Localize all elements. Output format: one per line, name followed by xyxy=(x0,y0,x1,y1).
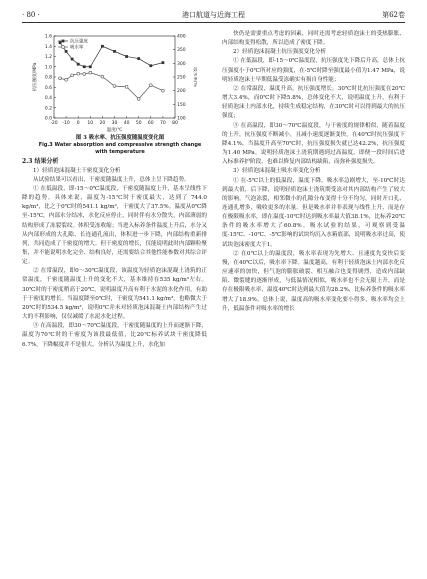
y-right-tick-label: 300 xyxy=(177,61,186,67)
data-point-circle xyxy=(125,85,128,88)
figure-caption-en-line2: with temperature xyxy=(95,149,145,156)
y-left-tick-label: 1.0 xyxy=(44,65,52,71)
section-heading: 2.3 结果分析 xyxy=(22,157,59,165)
data-point-circle xyxy=(101,75,104,78)
y-left-tick-label: 0.2 xyxy=(44,106,52,112)
paragraph: ① 在-5℃以上的低温段，温度下降，吸水率急剧增大，至-10℃时达到最大值，后下降，说明轻质泡沫土浇筑期受冻对其内部结构产生了较大的影响，气泡冻裂，相邻微小的孔隙分布变得十分不均匀，同时开口孔、连通孔增多，吸收更多的水量。但是吸水率并非表现与线性上升，而是存在极限吸水率，即在温度-10℃时达到吸水率最大值38.1%，比标养20℃条件的吸水率增大了60.8%。吸水试验的结果，可观察到受温度-15℃、-10℃、-5℃影响的试块均沉入水箱底部，说明吸水率过高，使试块泡沫密度大于1。 xyxy=(222,177,405,248)
data-point-circle xyxy=(83,73,86,76)
y-left-tick-label: 0.6 xyxy=(44,85,52,91)
paragraph: ② 在常温段，温度升高，抗压强度增长。30℃时比抗压强度在20℃增大3.4%，而0℃时下降5.8%，总体变化不大，说明温度上升，有利于轻质泡沫土内部水化，持续生成稳定结构，在30℃时可以得到最大的抗压强度； xyxy=(222,85,405,120)
data-point-square xyxy=(77,63,80,66)
paragraph-heading: 2）轻质泡沫混凝土抗压强度变化分析 xyxy=(233,49,327,56)
journal-name: 港口航道与近海工程 xyxy=(182,11,245,19)
y-left-tick-label: 1.6 xyxy=(44,34,52,40)
y-right-tick-label: 250 xyxy=(177,75,186,81)
y-left-tick-label: 0.8 xyxy=(44,75,52,81)
volume-number: 第62卷 xyxy=(382,11,405,19)
x-axis-label: 温度/℃ xyxy=(106,128,123,133)
data-point-circle xyxy=(149,84,152,87)
legend-label: 吸水率 xyxy=(70,45,84,51)
paragraph-heading: 1）轻质泡沫混凝土干密度变化分析 xyxy=(33,167,121,174)
data-point-square xyxy=(89,65,92,68)
data-point-circle xyxy=(137,97,140,100)
figure-3 xyxy=(22,30,207,133)
data-point-square xyxy=(83,65,86,68)
data-point-circle xyxy=(162,89,165,92)
x-tick-label: 0 xyxy=(76,121,80,126)
paragraph: ① 在低温段，即-15～0℃温度段，干密度随温度上升，基本呈线性下降的趋势。具体来说，温度为-15℃时干密度最大，达到了 744.0 kg/m³，比之于0℃时的541.1 kg/m³，干密度大了37.5%。温度从0℃降至-15℃，内部水分结冰，水化反应停止，同时伴有水分散失，内部薄弱的结构形成了冻裂裂纹。体积受冻收缩；当进入标养条件温度上升后，水分又从内部形成的大孔隙、长连通孔流出，体积进一步下降，内部结构重新排列，共同造成了干密度的增大。但干密度的增长，仅能说明此时内部颗粒聚集，并不能说明水化完全、结构良好，还需要结合其他性能参数对其综合评定。 xyxy=(22,185,207,266)
legend-marker xyxy=(62,40,65,43)
page-header xyxy=(22,8,405,23)
data-point-square xyxy=(149,64,152,67)
y-right-tick-label: 200 xyxy=(177,89,186,95)
x-tick-label: 80 xyxy=(172,121,178,126)
y-left-tick-label: 1.4 xyxy=(44,44,52,50)
data-point-square xyxy=(65,50,68,53)
x-tick-label: 10 xyxy=(87,121,94,126)
data-point-square xyxy=(162,61,165,64)
data-point-circle xyxy=(59,77,62,80)
paragraph: ③ 在高温段，即30～70℃温度段，干密度随温度的上升而逐渐下降，温度为70℃时的干密度为该段最低值，比20℃标养试块干密度降低6.7%。下降幅度并不是很大。分析认为温度上升，水化加 xyxy=(22,323,207,348)
paragraph: 快仍是需要重点考虑的因素，同时还需考虑轻质泡沫土的受热膨胀、内部结构变得松散，所以造成了密度下降。 xyxy=(222,31,405,47)
figure-caption-en-line1: Fig.3 Water absorption and compressive strength change xyxy=(38,142,202,149)
y-left-axis-label: 抗压强度/MPa xyxy=(33,62,38,92)
data-point-square xyxy=(101,45,104,48)
x-tick-label: 40 xyxy=(123,121,130,126)
y-left-tick-label: 0.4 xyxy=(44,96,52,101)
x-tick-label: 30 xyxy=(111,121,118,126)
x-tick-label: -20 xyxy=(50,121,58,126)
paragraph-heading: 3）轻质泡沫混凝土吸水率变化分析 xyxy=(233,168,321,175)
right-column xyxy=(222,30,405,314)
paragraph: ② 在常温段，即0～30℃温度段，该温度为轻质泡沫混凝土浇筑的正常温度，干密度随温度上升的变化不大，基本维持在535 kg/m³左右。30℃时的干密度稍高于20℃，说明温度升高有利于水泥的水化作用，有助于干密度的增长。当温度降至0℃时，干密度为541.1 kg/m³，也略微大于20℃时的534.5 kg/m³，说明0℃并未对轻质泡沫混凝土内部结构产生过大的不利影响，仅仅减缓了水泥水化过程。 xyxy=(22,268,207,321)
data-point-circle xyxy=(89,71,92,74)
line-chart xyxy=(32,30,197,133)
data-point-square xyxy=(71,58,74,61)
y-right-tick-label: 100 xyxy=(177,116,186,122)
x-tick-label: 20 xyxy=(99,121,106,126)
y-right-tick-label: 350 xyxy=(177,48,186,54)
data-point-circle xyxy=(71,74,74,77)
x-tick-label: 60 xyxy=(147,121,154,126)
series-line-1 xyxy=(60,73,163,99)
figure-caption-en xyxy=(22,142,207,149)
data-point-square xyxy=(113,50,116,53)
legend-label: 抗压强度 xyxy=(70,39,88,45)
data-point-square xyxy=(125,55,128,58)
data-point-square xyxy=(59,41,62,44)
y-right-tick-label: 150 xyxy=(177,102,186,108)
y-left-tick-label: 1.2 xyxy=(44,55,52,60)
x-tick-label: -10 xyxy=(62,121,70,126)
paragraph: ② 在0℃以上的温度段，吸水率表现为先增大、且速度先变快后变慢，在40℃以后，吸水率下降。温度越高，有利于轻质泡沫土内部水化反应速率的加快，但气泡的膨胀破裂、相互融合也变得剧烈，造成内部缺陷、微裂缝的逐渐形成，与低温情况相似，吸水率也不会无限上升，而是存在极限吸水率，温度40℃时达到最大值为28.2%，比标养条件的吸水率增大了18.9%。总体上说，温度高的吸水率变化要小得多，吸水率均会上升，低温条件对吸水率的增长 xyxy=(222,250,405,312)
y-right-tick-label: 400 xyxy=(177,34,186,40)
legend-marker xyxy=(62,46,65,49)
figure-caption-cn: 图 3 吸水率、抗压强度随温度变化图 xyxy=(75,135,165,141)
x-tick-label: 50 xyxy=(135,121,142,126)
paragraph: 从试验结果可以看出，干密度随温度上升，总体上呈下降趋势。 xyxy=(33,176,190,183)
data-point-circle xyxy=(65,78,68,81)
data-point-circle xyxy=(113,85,116,88)
page-number: · 80 · xyxy=(22,11,40,19)
data-point-circle xyxy=(77,72,80,75)
paragraph: ① 在低温段，即-15～0℃温度段，抗压强度先下降后升高，总体上抗压强度小于0℃所对应的强度，在-5℃时降至强度最小值为1.47 MPa，说明轻质泡沫土早期低温受冻确实有损自身性能； xyxy=(222,58,405,83)
x-tick-label: 70 xyxy=(160,121,166,126)
data-point-square xyxy=(137,57,140,60)
paragraph: ③ 在高温段，即30～70℃温度段，与干密度的规律相似，随着温度的上升，抗压强度不断减小，且减小速度逐渐变快。在40℃时抗压强度下降4.1%，当温度升高至70℃时，抗压强度损失就已达42.2%，抗压强度为1.40 MPa。说明轻质泡沫土浇筑期遇到过高温度，即便一段时间后进入标准养护阶段，也难以修复内部结构缺陷，而弥补强度损失。 xyxy=(222,122,405,166)
y-left-tick-label: 0.0 xyxy=(44,116,52,122)
left-column xyxy=(22,30,207,350)
y-right-axis-label: 吸水率/% xyxy=(192,67,197,87)
